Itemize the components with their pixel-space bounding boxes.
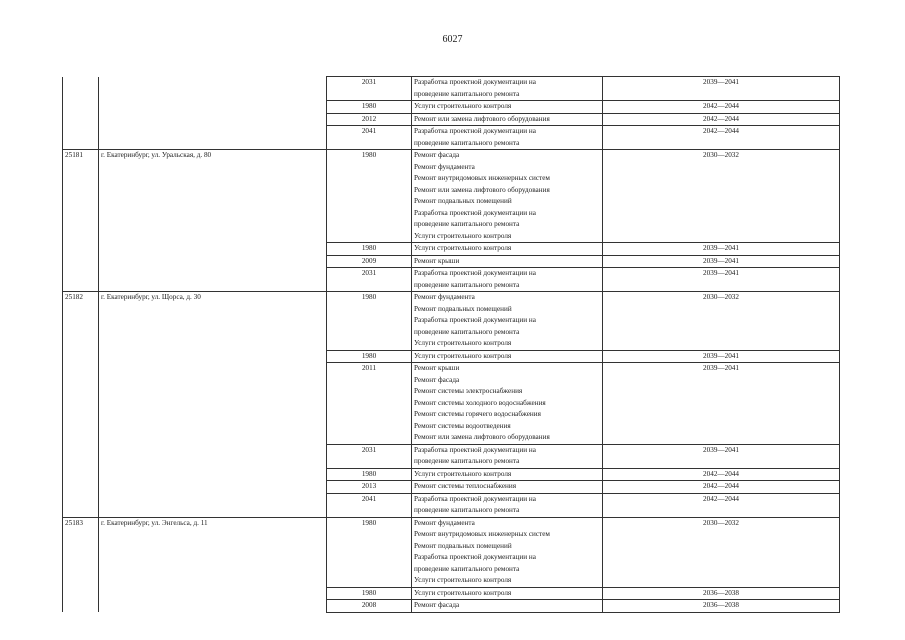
building-address-cell bbox=[99, 268, 327, 292]
building-number-cell bbox=[63, 444, 99, 468]
building-number-cell bbox=[63, 101, 99, 114]
repair-schedule-body bbox=[63, 77, 840, 613]
table-row bbox=[63, 600, 840, 613]
repair-works-cell: Ремонт фундамента Ремонт внутридомовых инженерных систем Ремонт подвальных помещений Разработка проектной документации на проведение капитального ремонта Услуги строительного контроля bbox=[412, 517, 603, 587]
building-number-cell bbox=[63, 268, 99, 292]
last-repair-year-cell: 1980 bbox=[327, 243, 412, 256]
last-repair-year-cell: 2013 bbox=[327, 481, 412, 494]
building-address-cell bbox=[99, 600, 327, 613]
repair-schedule-table bbox=[62, 76, 840, 613]
repair-works-cell: Услуги строительного контроля bbox=[412, 350, 603, 363]
last-repair-year-cell: 1980 bbox=[327, 292, 412, 351]
table-row bbox=[63, 517, 840, 587]
building-number-cell bbox=[63, 255, 99, 268]
planned-period-cell: 2030—2032 bbox=[603, 517, 840, 587]
last-repair-year-cell: 1980 bbox=[327, 517, 412, 587]
planned-period-cell: 2039—2041 bbox=[603, 77, 840, 101]
building-address-cell bbox=[99, 587, 327, 600]
last-repair-year-cell: 2031 bbox=[327, 268, 412, 292]
planned-period-cell: 2039—2041 bbox=[603, 243, 840, 256]
page-number: 6027 bbox=[442, 34, 463, 45]
repair-works-cell: Ремонт фасада bbox=[412, 600, 603, 613]
building-address-cell bbox=[99, 77, 327, 101]
repair-works-cell: Услуги строительного контроля bbox=[412, 101, 603, 114]
building-address-cell bbox=[99, 493, 327, 517]
building-address-cell bbox=[99, 468, 327, 481]
table-row bbox=[63, 493, 840, 517]
repair-works-cell: Разработка проектной документации на проведение капитального ремонта bbox=[412, 126, 603, 150]
building-number-cell: 25181 bbox=[63, 150, 99, 243]
repair-works-cell: Разработка проектной документации на проведение капитального ремонта bbox=[412, 268, 603, 292]
last-repair-year-cell: 2008 bbox=[327, 600, 412, 613]
table-row bbox=[63, 587, 840, 600]
planned-period-cell: 2042—2044 bbox=[603, 481, 840, 494]
last-repair-year-cell: 1980 bbox=[327, 350, 412, 363]
repair-works-cell: Ремонт фасада Ремонт фундамента Ремонт внутридомовых инженерных систем Ремонт или замена лифтового оборудования Ремонт подвальных помещений Разработка проектной документации на проведение капитального ремонта Услуги строительного контроля bbox=[412, 150, 603, 243]
building-address-cell bbox=[99, 243, 327, 256]
repair-works-cell: Разработка проектной документации на проведение капитального ремонта bbox=[412, 444, 603, 468]
table-row bbox=[63, 77, 840, 101]
table-row bbox=[63, 268, 840, 292]
repair-works-cell: Ремонт крыши Ремонт фасада Ремонт системы электроснабжения Ремонт системы холодного водоснабжения Ремонт системы горячего водоснабжения Ремонт системы водоотведения Ремонт или замена лифтового оборудования bbox=[412, 363, 603, 445]
planned-period-cell: 2042—2044 bbox=[603, 113, 840, 126]
last-repair-year-cell: 2009 bbox=[327, 255, 412, 268]
last-repair-year-cell: 1980 bbox=[327, 468, 412, 481]
building-address-cell bbox=[99, 101, 327, 114]
last-repair-year-cell: 2031 bbox=[327, 444, 412, 468]
building-number-cell bbox=[63, 350, 99, 363]
last-repair-year-cell: 2011 bbox=[327, 363, 412, 445]
table-row bbox=[63, 255, 840, 268]
building-address-cell: г. Екатеринбург, ул. Уральская, д. 80 bbox=[99, 150, 327, 243]
table-row bbox=[63, 243, 840, 256]
building-address-cell bbox=[99, 444, 327, 468]
repair-works-cell: Ремонт фундамента Ремонт подвальных помещений Разработка проектной документации на проведение капитального ремонта Услуги строительного контроля bbox=[412, 292, 603, 351]
table-row bbox=[63, 444, 840, 468]
building-address-cell bbox=[99, 481, 327, 494]
building-number-cell bbox=[63, 600, 99, 613]
building-address-cell: г. Екатеринбург, ул. Энгельса, д. 11 bbox=[99, 517, 327, 587]
building-number-cell bbox=[63, 77, 99, 101]
building-number-cell bbox=[63, 587, 99, 600]
planned-period-cell: 2039—2041 bbox=[603, 444, 840, 468]
repair-works-cell: Разработка проектной документации на проведение капитального ремонта bbox=[412, 493, 603, 517]
repair-works-cell: Услуги строительного контроля bbox=[412, 468, 603, 481]
planned-period-cell: 2039—2041 bbox=[603, 268, 840, 292]
repair-works-cell: Ремонт крыши bbox=[412, 255, 603, 268]
last-repair-year-cell: 2012 bbox=[327, 113, 412, 126]
table-row bbox=[63, 350, 840, 363]
last-repair-year-cell: 2041 bbox=[327, 493, 412, 517]
building-number-cell bbox=[63, 113, 99, 126]
last-repair-year-cell: 2041 bbox=[327, 126, 412, 150]
building-number-cell bbox=[63, 493, 99, 517]
building-address-cell: г. Екатеринбург, ул. Щорса, д. 30 bbox=[99, 292, 327, 351]
repair-works-cell: Разработка проектной документации на проведение капитального ремонта bbox=[412, 77, 603, 101]
building-address-cell bbox=[99, 113, 327, 126]
table-row bbox=[63, 363, 840, 445]
building-number-cell: 25183 bbox=[63, 517, 99, 587]
planned-period-cell: 2036—2038 bbox=[603, 587, 840, 600]
repair-works-cell: Ремонт или замена лифтового оборудования bbox=[412, 113, 603, 126]
table-row bbox=[63, 150, 840, 243]
planned-period-cell: 2042—2044 bbox=[603, 493, 840, 517]
building-number-cell bbox=[63, 126, 99, 150]
planned-period-cell: 2036—2038 bbox=[603, 600, 840, 613]
last-repair-year-cell: 1980 bbox=[327, 587, 412, 600]
building-number-cell bbox=[63, 363, 99, 445]
planned-period-cell: 2042—2044 bbox=[603, 101, 840, 114]
repair-works-cell: Услуги строительного контроля bbox=[412, 587, 603, 600]
table-row bbox=[63, 101, 840, 114]
building-number-cell bbox=[63, 468, 99, 481]
planned-period-cell: 2039—2041 bbox=[603, 350, 840, 363]
repair-works-cell: Ремонт системы теплоснабжения bbox=[412, 481, 603, 494]
table-row bbox=[63, 126, 840, 150]
planned-period-cell: 2030—2032 bbox=[603, 150, 840, 243]
planned-period-cell: 2030—2032 bbox=[603, 292, 840, 351]
building-number-cell bbox=[63, 243, 99, 256]
last-repair-year-cell: 1980 bbox=[327, 150, 412, 243]
planned-period-cell: 2042—2044 bbox=[603, 468, 840, 481]
planned-period-cell: 2039—2041 bbox=[603, 255, 840, 268]
table-row bbox=[63, 113, 840, 126]
last-repair-year-cell: 2031 bbox=[327, 77, 412, 101]
building-address-cell bbox=[99, 126, 327, 150]
table-row bbox=[63, 481, 840, 494]
building-number-cell bbox=[63, 481, 99, 494]
building-address-cell bbox=[99, 363, 327, 445]
building-address-cell bbox=[99, 255, 327, 268]
table-row bbox=[63, 468, 840, 481]
last-repair-year-cell: 1980 bbox=[327, 101, 412, 114]
building-address-cell bbox=[99, 350, 327, 363]
planned-period-cell: 2042—2044 bbox=[603, 126, 840, 150]
table-row bbox=[63, 292, 840, 351]
repair-works-cell: Услуги строительного контроля bbox=[412, 243, 603, 256]
building-number-cell: 25182 bbox=[63, 292, 99, 351]
planned-period-cell: 2039—2041 bbox=[603, 363, 840, 445]
